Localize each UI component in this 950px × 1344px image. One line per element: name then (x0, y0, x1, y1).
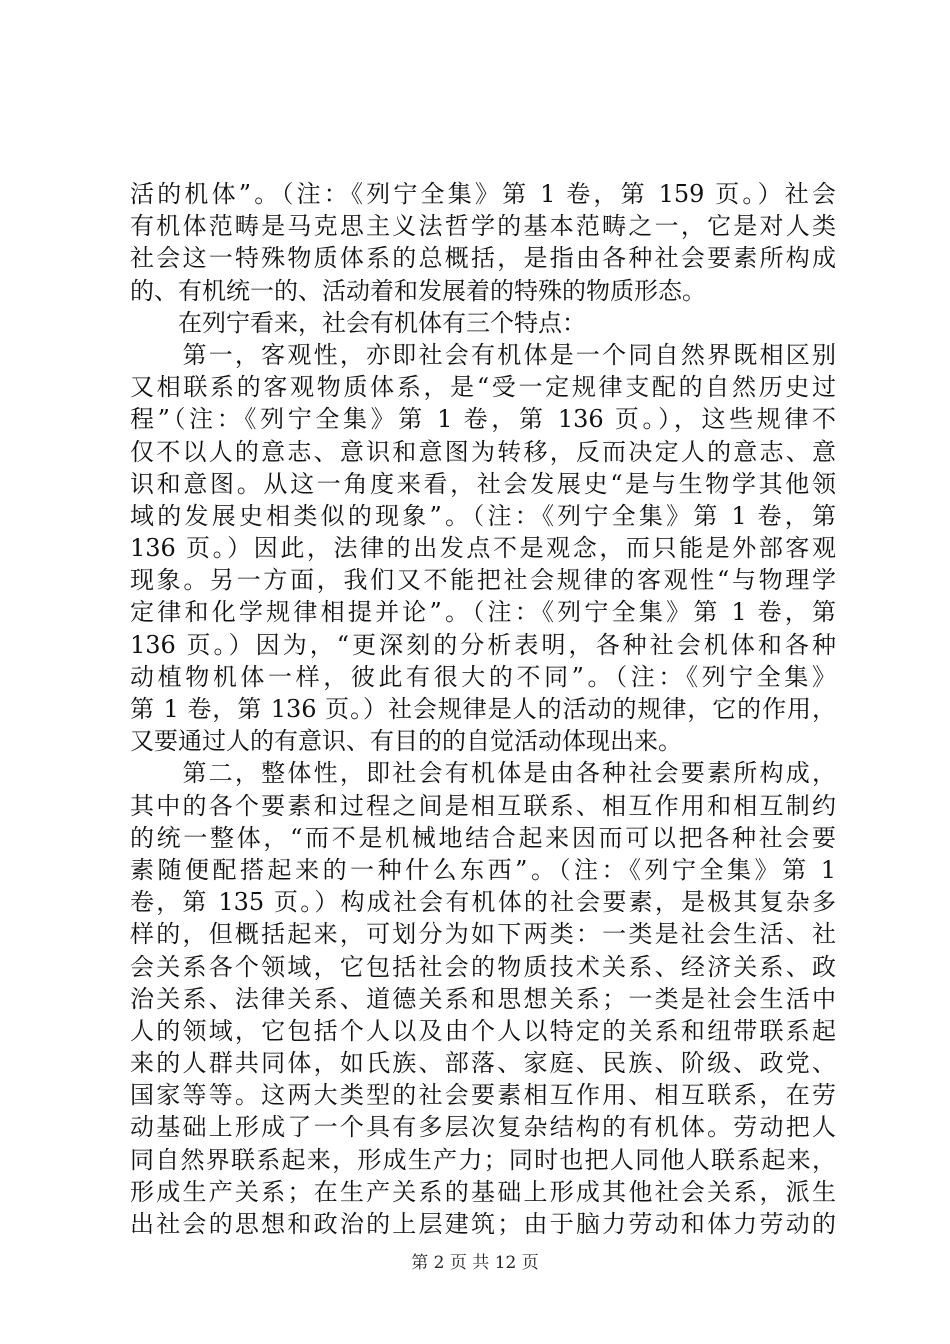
text-line: 动植物机体一样，彼此有很大的不同”。（注：《列宁全集》 (130, 662, 836, 691)
text-line: 国家等等。这两大类型的社会要素相互作用、相互联系，在劳 (130, 1081, 836, 1110)
text-line: 的、有机统一的、活动着和发展着的特殊的物质形态。 (130, 276, 706, 305)
text-line: 会关系各个领域，它包括社会的物质技术关系、经济关系、政 (130, 952, 836, 981)
text-line: 第一，客观性，亦即社会有机体是一个同自然界既相区别 (130, 340, 836, 369)
page-number: 第 2 页 共 12 页 (411, 1253, 539, 1273)
text-line: 出社会的思想和政治的上层建筑；由于脑力劳动和体力劳动的 (130, 1210, 836, 1238)
text-line: 在列宁看来，社会有机体有三个特点： (130, 308, 586, 337)
text-line: 域的发展史相类似的现象”。（注：《列宁全集》第 1 卷，第 (130, 501, 836, 530)
text-line: 136 页。）因此，法律的出发点不是观念，而只能是外部客观 (130, 534, 836, 563)
text-line: 现象。另一方面，我们又不能把社会规律的客观性“与物理学 (130, 566, 836, 595)
text-line: 仅不以人的意志、意识和意图为转移，反而决定人的意志、意 (130, 437, 836, 466)
text-line: 形成生产关系；在生产关系的基础上形成其他社会关系，派生 (130, 1177, 836, 1206)
paragraph (130, 178, 836, 307)
paragraph (130, 307, 836, 339)
page-footer (0, 1252, 950, 1274)
text-line: 程”（注：《列宁全集》第 1 卷，第 136 页。），这些规律不 (130, 405, 836, 434)
text-line: 第二，整体性，即社会有机体是由各种社会要素所构成， (130, 759, 836, 788)
text-line: 第 1 卷，第 136 页。）社会规律是人的活动的规律，它的作用， (130, 695, 836, 723)
text-line: 活的机体”。（注：《列宁全集》第 1 卷，第 159 页。）社会 (130, 180, 836, 208)
text-line: 又要通过人的有意识、有目的的自觉活动体现出来。 (130, 727, 682, 756)
paragraph (130, 757, 836, 1240)
text-line: 来的人群共同体，如氏族、部落、家庭、民族、阶级、政党、 (130, 1049, 836, 1078)
text-line: 同自然界联系起来，形成生产力；同时也把人同他人联系起来， (130, 1145, 836, 1174)
text-line: 卷，第 135 页。）构成社会有机体的社会要素，是极其复杂多 (130, 888, 836, 917)
text-line: 又相联系的客观物质体系，是“受一定规律支配的自然历史过 (130, 373, 836, 402)
text-line: 识和意图。从这一角度来看，社会发展史“是与生物学其他领 (130, 469, 836, 498)
text-line: 136 页。）因为，“更深刻的分析表明，各种社会机体和各种 (130, 630, 836, 659)
text-line: 人的领域，它包括个人以及由个人以特定的关系和纽带联系起 (130, 1016, 836, 1045)
text-line: 动基础上形成了一个具有多层次复杂结构的有机体。劳动把人 (130, 1113, 836, 1142)
text-line: 的统一整体，“而不是机械地结合起来因而可以把各种社会要 (130, 823, 836, 852)
text-line: 社会这一特殊物质体系的总概括，是指由各种社会要素所构成 (130, 244, 836, 273)
text-line: 治关系、法律关系、道德关系和思想关系；一类是社会生活中 (130, 984, 836, 1013)
text-line: 有机体范畴是马克思主义法哲学的基本范畴之一，它是对人类 (130, 212, 836, 241)
text-line: 其中的各个要素和过程之间是相互联系、相互作用和相互制约 (130, 791, 836, 820)
document-body (130, 178, 836, 1240)
text-line: 定律和化学规律相提并论”。（注：《列宁全集》第 1 卷，第 (130, 598, 836, 627)
paragraph (130, 339, 836, 757)
text-line: 素随便配搭起来的一种什么东西”。（注：《列宁全集》第 1 (130, 855, 836, 884)
text-line: 样的，但概括起来，可划分为如下两类：一类是社会生活、社 (130, 920, 836, 949)
